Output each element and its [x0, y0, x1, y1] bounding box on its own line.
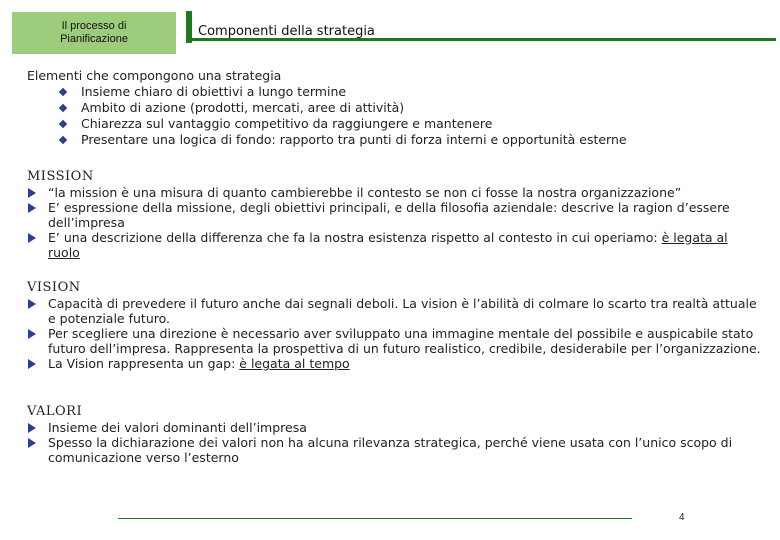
valori-section	[27, 404, 762, 465]
arrow-bullet-icon	[28, 233, 36, 243]
diamond-bullet-icon	[59, 104, 67, 112]
mission-section	[27, 169, 762, 260]
diamond-bullet-icon	[59, 136, 67, 144]
vision-section	[27, 280, 762, 371]
diamond-bullet-icon	[59, 120, 67, 128]
intro-heading: Elementi che compongono una strategia	[27, 68, 282, 83]
list-item: Chiarezza sul vantaggio competitivo da raggiungere e mantenere	[56, 116, 627, 132]
list-item: Capacità di prevedere il futuro anche dai segnali deboli. La vision è l’abilità di colmare lo scarto tra realtà attuale e potenziale futuro.	[27, 296, 762, 326]
arrow-bullet-icon	[28, 203, 36, 213]
mission-heading: MISSION	[27, 169, 94, 184]
list-item: E’ espressione della missione, degli obiettivi principali, e della filosofia aziendale: descrive la ragion d’essere dell’impresa	[27, 200, 762, 230]
arrow-bullet-icon	[28, 329, 36, 339]
arrow-bullet-icon	[28, 299, 36, 309]
footer-line	[118, 518, 632, 519]
list-item: “la mission è una misura di quanto cambierebbe il contesto se non ci fosse la nostra organizzazione”	[27, 185, 762, 200]
vision-emphasis: è legata al tempo	[239, 356, 350, 371]
list-item: La Vision rappresenta un gap: è legata al tempo	[27, 356, 762, 371]
list-item: E’ una descrizione della differenza che fa la nostra esistenza rispetto al contesto in cui operiamo: è legata al ruolo	[27, 230, 762, 260]
section-tag-line2: Pianificazione	[60, 33, 128, 45]
list-item: Per scegliere una direzione è necessario aver sviluppato una immagine mentale del possibile e auspicabile stato futuro dell’impresa. Rappresenta la prospettiva di un futuro realistico, credibile, desiderabile per l’organizzazione.	[27, 326, 762, 356]
vision-heading: VISION	[27, 280, 81, 295]
list-item: Insieme chiaro di obiettivi a lungo termine	[56, 84, 627, 100]
list-item: Spesso la dichiarazione dei valori non ha alcuna rilevanza strategica, perché viene usata con l’unico scopo di comunicazione verso l’esterno	[27, 435, 762, 465]
list-item: Ambito di azione (prodotti, mercati, aree di attività)	[56, 100, 627, 116]
page-number: 4	[679, 512, 685, 523]
arrow-bullet-icon	[28, 423, 36, 433]
valori-heading: VALORI	[27, 404, 83, 419]
section-tag	[12, 12, 176, 54]
mission-emphasis: è legata al ruolo	[48, 230, 728, 260]
arrow-bullet-icon	[28, 438, 36, 448]
intro-block	[27, 68, 627, 148]
diamond-bullet-icon	[59, 88, 67, 96]
list-item: Insieme dei valori dominanti dell’impresa	[27, 420, 762, 435]
page-title: Componenti della strategia	[198, 24, 375, 39]
arrow-bullet-icon	[28, 359, 36, 369]
list-item: Presentare una logica di fondo: rapporto tra punti di forza interni e opportunità esterne	[56, 132, 627, 148]
intro-list	[27, 84, 627, 148]
arrow-bullet-icon	[28, 188, 36, 198]
section-tag-line1: Il processo di	[61, 20, 127, 32]
